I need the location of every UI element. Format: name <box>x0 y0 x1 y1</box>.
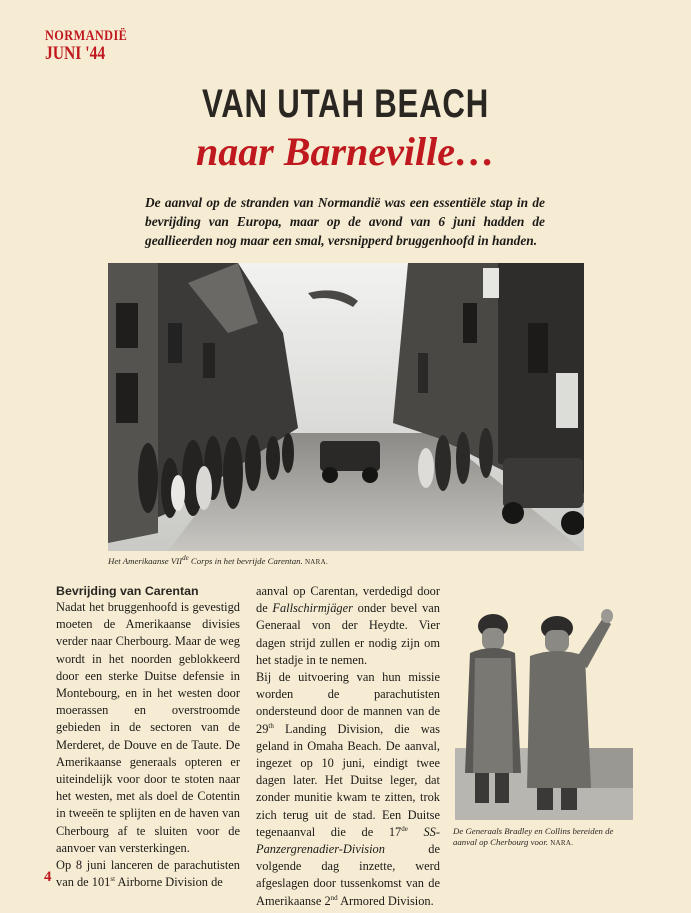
column2-p2-sup1: th <box>268 721 274 730</box>
page-number: 4 <box>44 869 52 885</box>
photo1-caption <box>108 556 328 566</box>
photo1-caption-text: Het Amerikaanse VII <box>108 556 183 566</box>
photo1-caption-sup: de <box>182 554 189 563</box>
column2-p1-italic: Fallschirmjäger <box>272 601 353 616</box>
column2-p2-sup2: de <box>401 824 408 833</box>
photo1-caption-end: Corps in het bevrijde Carentan. <box>188 556 303 566</box>
lead-paragraph: De aanval op de stranden van Normandië was een essentiële stap in de bevrijding van Europa, maar op de avond van 6 juni hadden de geallieerden nog maar een smal, versnipperd bruggenhoofd in handen. <box>145 195 545 248</box>
magazine-kicker <box>45 28 127 62</box>
column1-p2-sup: st <box>110 875 116 884</box>
section-heading: Bevrijding van Carentan <box>56 584 199 598</box>
column2-p2-a: Bij de uitvoering van hun missie worden de parachutisten ondersteund door de mannen van de 29 <box>256 670 440 736</box>
column1-p2-end: Airborne Division de <box>115 875 223 890</box>
article-subtitle: naar Barneville… <box>196 129 495 174</box>
carentan-street-photo <box>108 263 584 551</box>
generals-photo <box>455 598 633 820</box>
article-title: VAN UTAH BEACH <box>201 82 490 126</box>
kicker-line-1: NORMANDIË <box>45 28 128 44</box>
photo1-source: NARA. <box>304 558 329 566</box>
column2-p2-italic: SS-Panzergrenadier-Division <box>256 824 440 857</box>
kicker-line-2: JUNI '44 <box>45 43 106 64</box>
column1-paragraph-1: Nadat het bruggenhoofd is gevestigd moeten de Amerikaanse divisies verder naar Cherbourg. Maar de weg wordt in het noorden geblokkeerd door een sterke Duitse defensie in Montebourg, en in het westen door moerassen en overstroomde gebieden in de sectoren van de Merderet, de Douve en de Taute. De Amerikaanse generaals opteren er uiteindelijk voor door te stoten naar het westen, met als doel de Cotentin in tweeën te splijten en de haven van Cherbourg af te sluiten voor de aanvoer van versterkingen. <box>56 600 240 855</box>
column2-paragraph-2 <box>256 669 440 910</box>
column2-p2-c: de volgende dag inzette, werd afgeslagen door tussenkomst van de Amerikaanse 2 <box>256 842 440 908</box>
column2-p2-d: Armored Division. <box>337 893 434 908</box>
column1-paragraph-2 <box>56 857 240 891</box>
column1-p2-start: Op 8 juni lanceren de parachutisten van de 101 <box>56 858 240 890</box>
photo2-caption <box>453 826 638 849</box>
column2-paragraph-1 <box>256 583 440 669</box>
column2-p2-b: Landing Division, die was geland in Omaha Beach. De aanval, ingezet op 10 juni, eindigt twee dagen later. Het Duitse leger, dat zonder munitie kwam te zitten, trok zich terug uit de stad. Een Duitse tegenaanval die de 17 <box>256 721 440 839</box>
column2-p1-a: aanval op Carentan, verdedigd door de <box>256 584 440 616</box>
photo2-caption-text: De Generaals Bradley en Collins bereiden de aanval op Cherbourg voor. <box>453 826 614 847</box>
column-1 <box>56 583 240 891</box>
column2-p1-b: onder bevel van Generaal von der Heydte. Vier dagen strijd zullen er nodig zijn om het stadje in te nemen. <box>256 601 440 667</box>
column-2 <box>256 583 440 910</box>
photo2-source: NARA. <box>550 839 574 847</box>
column2-p2-sup3: nd <box>330 893 338 902</box>
